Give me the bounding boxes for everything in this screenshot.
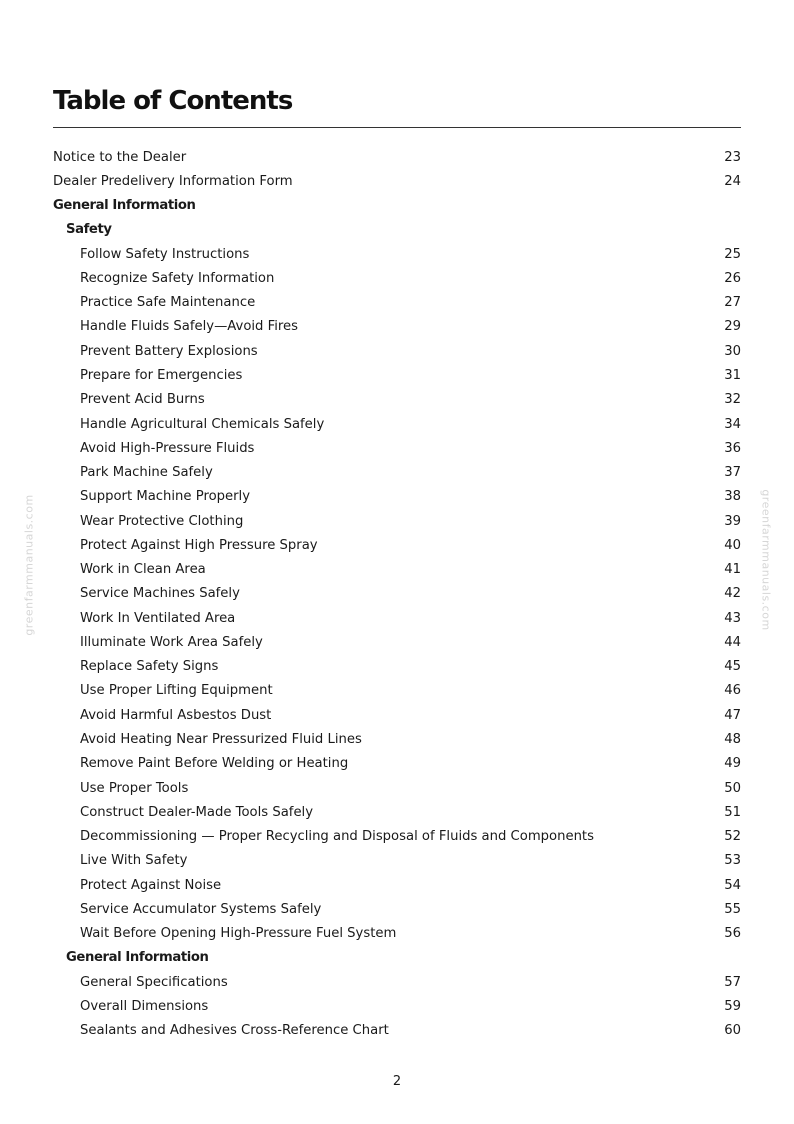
- toc-entry-page-number: 30: [724, 343, 741, 359]
- toc-entry[interactable]: [53, 679, 741, 703]
- toc-entry[interactable]: [53, 509, 741, 533]
- toc-entry-title: Remove Paint Before Welding or Heating: [80, 756, 349, 772]
- toc-entry-title: Follow Safety Instructions: [80, 246, 250, 262]
- toc-entry-page-number: 50: [724, 780, 741, 796]
- toc-entry-title: Handle Agricultural Chemicals Safely: [80, 416, 325, 432]
- toc-entry-page-number: 57: [724, 974, 741, 990]
- toc-entry-title: Illuminate Work Area Safely: [80, 634, 263, 650]
- toc-entry-title: Overall Dimensions: [80, 998, 209, 1014]
- toc-entry-title: Safety: [66, 222, 112, 238]
- toc-entry[interactable]: [53, 558, 741, 582]
- toc-entry-page-number: 55: [724, 901, 741, 917]
- toc-entry[interactable]: [53, 266, 741, 290]
- toc-entry-title: Work In Ventilated Area: [80, 610, 236, 626]
- toc-entry-title: Wait Before Opening High-Pressure Fuel System: [80, 926, 397, 942]
- toc-entry[interactable]: [53, 655, 741, 679]
- toc-entry-title: Service Machines Safely: [80, 586, 240, 602]
- toc-entry-page-number: 34: [724, 416, 741, 432]
- toc-entry[interactable]: [53, 897, 741, 921]
- toc-entry-title: Recognize Safety Information: [80, 270, 275, 286]
- toc-entry-title: Notice to the Dealer: [53, 149, 187, 165]
- toc-entry-page-number: 27: [724, 295, 741, 311]
- toc-entry-title: General Information: [53, 198, 196, 214]
- toc-entry-page-number: 49: [724, 756, 741, 772]
- toc-entry-page-number: 29: [724, 319, 741, 335]
- toc-entry[interactable]: [53, 582, 741, 606]
- toc-entry[interactable]: [53, 460, 741, 484]
- toc-entry[interactable]: [53, 630, 741, 654]
- toc-entry-title: Prevent Battery Explosions: [80, 343, 258, 359]
- toc-entry-page-number: 32: [724, 392, 741, 408]
- toc-entry-title: Wear Protective Clothing: [80, 513, 244, 529]
- toc-entry[interactable]: [53, 339, 741, 363]
- toc-entry-page-number: 52: [724, 829, 741, 845]
- toc-section-heading: [53, 194, 741, 218]
- toc-entry[interactable]: [53, 606, 741, 630]
- toc-entry-page-number: 37: [724, 465, 741, 481]
- table-of-contents-list: [53, 145, 741, 1043]
- toc-entry-title: Decommissioning — Proper Recycling and Disposal of Fluids and Components: [80, 829, 594, 845]
- toc-entry-title: Sealants and Adhesives Cross-Reference Chart: [80, 1023, 389, 1039]
- toc-entry-title: Use Proper Lifting Equipment: [80, 683, 273, 699]
- toc-entry[interactable]: [53, 436, 741, 460]
- toc-entry-page-number: 42: [724, 586, 741, 602]
- toc-entry[interactable]: [53, 145, 741, 169]
- toc-entry-page-number: 46: [724, 683, 741, 699]
- toc-entry-title: Live With Safety: [80, 853, 188, 869]
- page-number: 2: [392, 1074, 402, 1089]
- toc-entry-page-number: 60: [724, 1023, 741, 1039]
- toc-entry[interactable]: [53, 922, 741, 946]
- toc-entry-page-number: 53: [724, 853, 741, 869]
- toc-entry[interactable]: [53, 994, 741, 1018]
- toc-entry-page-number: 59: [724, 998, 741, 1014]
- toc-entry[interactable]: [53, 242, 741, 266]
- toc-entry-title: Park Machine Safely: [80, 465, 213, 481]
- toc-entry[interactable]: [53, 703, 741, 727]
- toc-entry-page-number: 44: [724, 634, 741, 650]
- toc-entry[interactable]: [53, 485, 741, 509]
- toc-entry-title: Service Accumulator Systems Safely: [80, 901, 322, 917]
- toc-entry[interactable]: [53, 970, 741, 994]
- toc-entry[interactable]: [53, 533, 741, 557]
- toc-entry-title: Dealer Predelivery Information Form: [53, 173, 293, 189]
- toc-entry-title: Use Proper Tools: [80, 780, 189, 796]
- toc-entry[interactable]: [53, 388, 741, 412]
- toc-entry-page-number: 26: [724, 270, 741, 286]
- toc-entry-page-number: 39: [724, 513, 741, 529]
- toc-entry-title: Avoid High-Pressure Fluids: [80, 440, 255, 456]
- toc-entry-page-number: 41: [724, 562, 741, 578]
- toc-entry-page-number: 36: [724, 440, 741, 456]
- toc-entry-title: Support Machine Properly: [80, 489, 251, 505]
- toc-entry[interactable]: [53, 800, 741, 824]
- toc-entry[interactable]: [53, 727, 741, 751]
- toc-entry-title: Work in Clean Area: [80, 562, 206, 578]
- toc-entry-page-number: 43: [724, 610, 741, 626]
- toc-entry[interactable]: [53, 776, 741, 800]
- toc-entry-title: Protect Against High Pressure Spray: [80, 537, 318, 553]
- toc-entry[interactable]: [53, 752, 741, 776]
- toc-entry-page-number: 51: [724, 804, 741, 820]
- toc-entry-page-number: 25: [724, 246, 741, 262]
- page-title: Table of Contents: [53, 86, 293, 116]
- toc-entry[interactable]: [53, 1019, 741, 1043]
- toc-entry-page-number: 56: [724, 926, 741, 942]
- toc-entry-page-number: 48: [724, 732, 741, 747]
- toc-entry-page-number: 45: [724, 659, 741, 675]
- toc-entry-page-number: 24: [724, 173, 741, 189]
- toc-entry[interactable]: [53, 849, 741, 873]
- toc-entry-title: Prepare for Emergencies: [80, 368, 243, 384]
- toc-entry[interactable]: [53, 363, 741, 387]
- toc-entry[interactable]: [53, 824, 741, 848]
- toc-entry-title: Prevent Acid Burns: [80, 392, 205, 408]
- watermark-left: greenfarmmanuals.com: [22, 494, 36, 636]
- toc-entry-title: Practice Safe Maintenance: [80, 295, 256, 311]
- toc-entry-title: Protect Against Noise: [80, 877, 222, 893]
- toc-entry-title: General Specifications: [80, 974, 228, 990]
- toc-entry-page-number: 40: [724, 537, 741, 553]
- toc-entry-title: Replace Safety Signs: [80, 659, 219, 675]
- toc-entry-page-number: 47: [724, 707, 741, 723]
- toc-entry-title: Avoid Harmful Asbestos Dust: [80, 707, 272, 723]
- toc-entry-title: Construct Dealer-Made Tools Safely: [80, 804, 314, 820]
- toc-entry-title: Avoid Heating Near Pressurized Fluid Lines: [80, 732, 362, 747]
- title-divider: [53, 127, 741, 128]
- toc-section-heading: [53, 946, 741, 970]
- toc-entry[interactable]: [53, 169, 741, 193]
- toc-entry[interactable]: [53, 873, 741, 897]
- toc-entry-page-number: 31: [724, 368, 741, 384]
- toc-entry-page-number: 38: [724, 489, 741, 505]
- toc-entry[interactable]: [53, 291, 741, 315]
- toc-entry[interactable]: [53, 315, 741, 339]
- toc-entry-page-number: 54: [724, 877, 741, 893]
- toc-entry-title: General Information: [66, 950, 209, 966]
- watermark-right: greenfarmmanuals.com: [759, 489, 773, 631]
- toc-section-heading: [53, 218, 741, 242]
- toc-entry-title: Handle Fluids Safely—Avoid Fires: [80, 319, 299, 335]
- toc-entry-page-number: 23: [724, 149, 741, 165]
- toc-entry[interactable]: [53, 412, 741, 436]
